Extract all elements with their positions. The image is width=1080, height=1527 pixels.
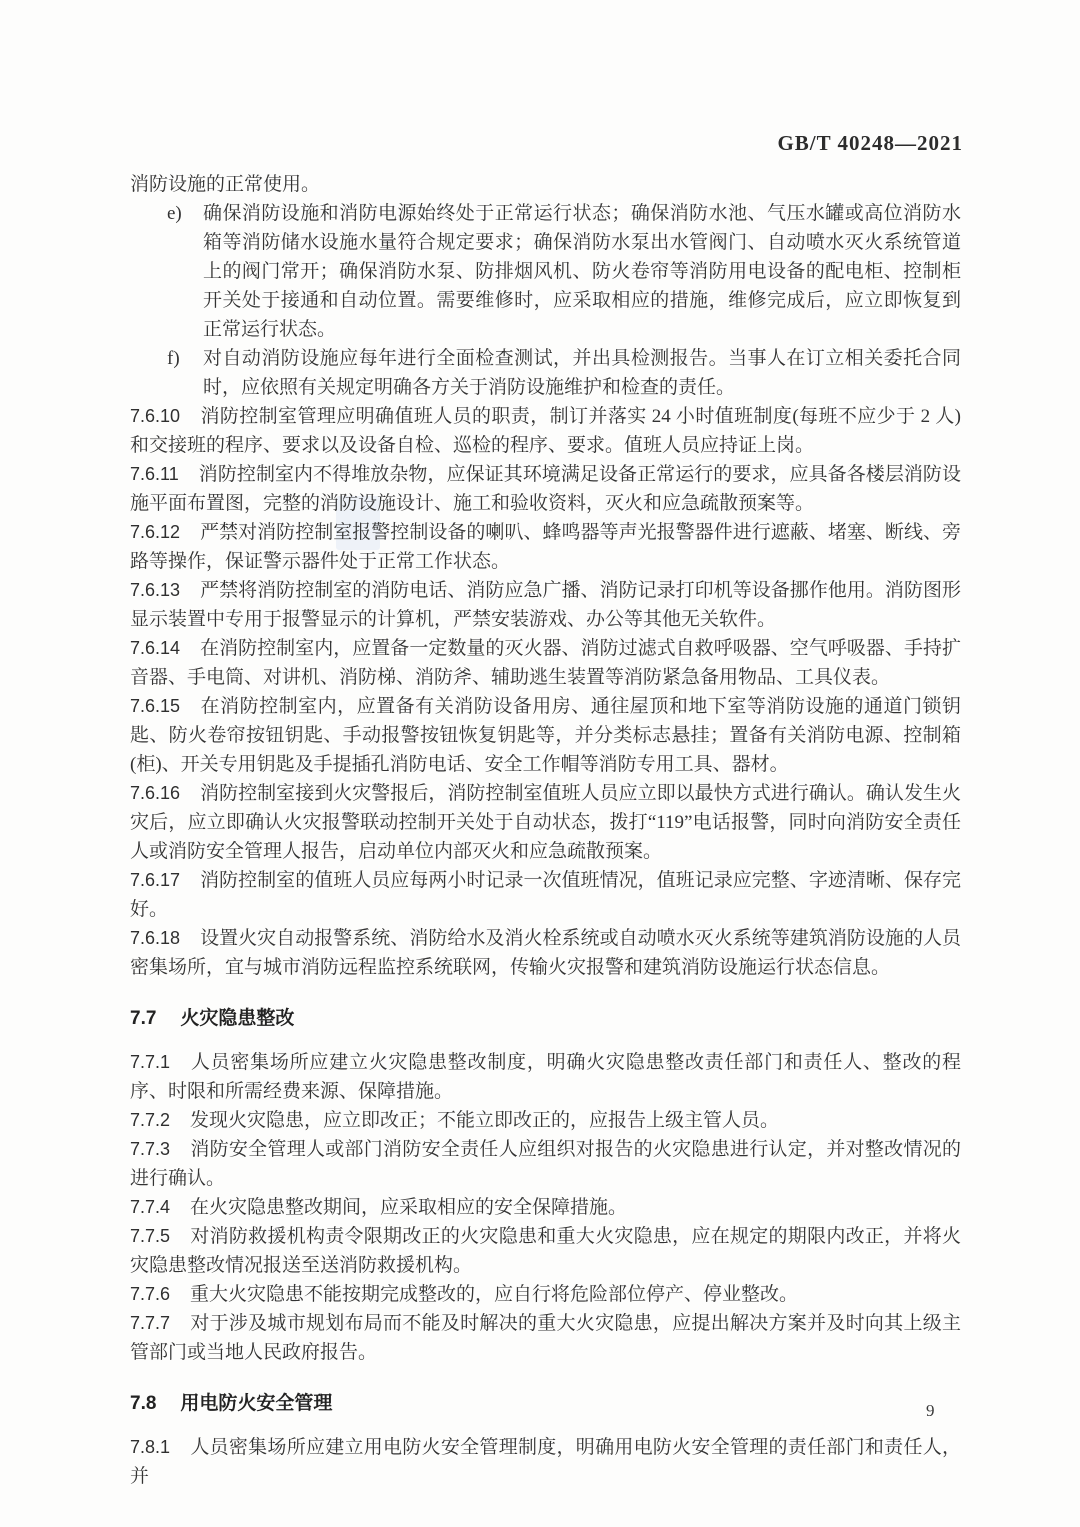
clause-number: 7.7.3 xyxy=(130,1139,171,1159)
clause-number: 7.7.7 xyxy=(130,1313,171,1333)
clause-number: 7.6.18 xyxy=(130,928,181,948)
clause-text: 人员密集场所应建立用电防火安全管理制度，明确用电防火安全管理的责任部门和责任人，并 xyxy=(130,1437,961,1487)
clause-number: 7.6.10 xyxy=(130,406,181,426)
clause-text: 设置火灾自动报警系统、消防给水及消火栓系统或自动喷水灭火系统等建筑消防设施的人员密集场所，宜与城市消防远程监控系统联网，传输火灾报警和建筑消防设施运行状态信息。 xyxy=(130,928,961,978)
list-item-f xyxy=(130,344,961,402)
clause-7-6-14 xyxy=(130,634,961,692)
clause-7-7-1 xyxy=(130,1048,961,1106)
clause-7-7-3 xyxy=(130,1135,961,1193)
list-marker-f: f) xyxy=(167,348,180,369)
clause-text: 对消防救援机构责令限期改正的火灾隐患和重大火灾隐患，应在规定的期限内改正，并将火灾隐患整改情况报送至送消防救援机构。 xyxy=(130,1226,961,1276)
clause-7-6-11 xyxy=(130,460,961,518)
clause-text: 在消防控制室内，应置备有关消防设备用房、通往屋顶和地下室等消防设施的通道门锁钥匙、防火卷帘按钮钥匙、手动报警按钮恢复钥匙等，并分类标志悬挂；置备有关消防电源、控制箱(柜)、开关专用钥匙及手提插孔消防电话、安全工作帽等消防专用工具、器材。 xyxy=(130,696,961,775)
paragraph-continuation: 消防设施的正常使用。 xyxy=(130,174,321,195)
page-content xyxy=(130,170,961,1491)
section-heading-7-7 xyxy=(130,1004,961,1033)
clause-7-7-6 xyxy=(130,1280,961,1309)
clause-7-7-4 xyxy=(130,1193,961,1222)
clause-number: 7.7.1 xyxy=(130,1052,171,1072)
list-marker-e: e) xyxy=(167,203,182,224)
clause-text: 严禁将消防控制室的消防电话、消防应急广播、消防记录打印机等设备挪作他用。消防图形显示装置中专用于报警显示的计算机，严禁安装游戏、办公等其他无关软件。 xyxy=(130,580,961,630)
clause-number: 7.7.5 xyxy=(130,1226,171,1246)
clause-text: 人员密集场所应建立火灾隐患整改制度，明确火灾隐患整改责任部门和责任人、整改的程序、时限和所需经费来源、保障措施。 xyxy=(130,1052,961,1102)
list-text-e: 确保消防设施和消防电源始终处于正常运行状态；确保消防水池、气压水罐或高位消防水箱等消防储水设施水量符合规定要求；确保消防水泵出水管阀门、自动喷水灭火系统管道上的阀门常开；确保消防水泵、防排烟风机、防火卷帘等消防用电设备的配电柜、控制柜开关处于接通和自动位置。需要维修时，应采取相应的措施，维修完成后，应立即恢复到正常运行状态。 xyxy=(203,203,961,340)
clause-7-6-12 xyxy=(130,518,961,576)
clause-7-7-5 xyxy=(130,1222,961,1280)
clause-text: 消防安全管理人或部门消防安全责任人应组织对报告的火灾隐患进行认定，并对整改情况的进行确认。 xyxy=(130,1139,961,1189)
clause-text: 对于涉及城市规划布局而不能及时解决的重大火灾隐患，应提出解决方案并及时向其上级主管部门或当地人民政府报告。 xyxy=(130,1313,961,1363)
clause-7-7-2 xyxy=(130,1106,961,1135)
clause-number: 7.7.6 xyxy=(130,1284,171,1304)
clause-7-6-15 xyxy=(130,692,961,779)
clause-text: 消防控制室内不得堆放杂物，应保证其环境满足设备正常运行的要求，应具备各楼层消防设施平面布置图，完整的消防设施设计、施工和验收资料，灭火和应急疏散预案等。 xyxy=(130,464,961,514)
clause-number: 7.6.17 xyxy=(130,870,181,890)
clause-text: 消防控制室接到火灾警报后，消防控制室值班人员应立即以最快方式进行确认。确认发生火灾后，应立即确认火灾报警联动控制开关处于自动状态，拨打“119”电话报警，同时向消防安全责任人或消防安全管理人报告，启动单位内部灭火和应急疏散预案。 xyxy=(130,783,961,862)
list-text-f: 对自动消防设施应每年进行全面检查测试，并出具检测报告。当事人在订立相关委托合同时，应依照有关规定明确各方关于消防设施维护和检查的责任。 xyxy=(203,348,961,398)
clause-text: 发现火灾隐患，应立即改正；不能立即改正的，应报告上级主管人员。 xyxy=(190,1110,780,1131)
standard-code: GB/T 40248—2021 xyxy=(777,131,963,155)
clause-7-6-18 xyxy=(130,924,961,982)
clause-text: 在消防控制室内，应置备一定数量的灭火器、消防过滤式自救呼吸器、空气呼吸器、手持扩音器、手电筒、对讲机、消防梯、消防斧、辅助逃生装置等消防紧急备用物品、工具仪表。 xyxy=(130,638,961,688)
clause-number: 7.6.13 xyxy=(130,580,181,600)
clause-number: 7.6.12 xyxy=(130,522,181,542)
clause-number: 7.6.14 xyxy=(130,638,181,658)
clause-text: 在火灾隐患整改期间，应采取相应的安全保障措施。 xyxy=(190,1197,628,1218)
clause-number: 7.6.15 xyxy=(130,696,181,716)
clause-7-6-13 xyxy=(130,576,961,634)
section-title: 用电防火安全管理 xyxy=(180,1393,333,1414)
section-title: 火灾隐患整改 xyxy=(180,1008,295,1029)
section-number: 7.8 xyxy=(130,1393,157,1414)
clause-number: 7.8.1 xyxy=(130,1437,171,1457)
clause-number: 7.6.16 xyxy=(130,783,181,803)
clause-7-6-10 xyxy=(130,402,961,460)
clause-text: 严禁对消防控制室报警控制设备的喇叭、蜂鸣器等声光报警器件进行遮蔽、堵塞、断线、旁路等操作，保证警示器件处于正常工作状态。 xyxy=(130,522,961,572)
page-number: 9 xyxy=(926,1401,935,1420)
list-item-e xyxy=(130,199,961,344)
section-number: 7.7 xyxy=(130,1008,157,1029)
clause-7-6-17 xyxy=(130,866,961,924)
clause-text: 消防控制室管理应明确值班人员的职责，制订并落实 24 小时值班制度(每班不应少于 2 人)和交接班的程序、要求以及设备自检、巡检的程序、要求。值班人员应持证上岗。 xyxy=(130,406,961,456)
clause-7-7-7 xyxy=(130,1309,961,1367)
clause-number: 7.7.4 xyxy=(130,1197,171,1217)
clause-number: 7.6.11 xyxy=(130,464,179,484)
clause-number: 7.7.2 xyxy=(130,1110,171,1130)
section-heading-7-8 xyxy=(130,1389,961,1418)
clause-7-6-16 xyxy=(130,779,961,866)
clause-text: 重大火灾隐患不能按期完成整改的，应自行将危险部位停产、停业整改。 xyxy=(190,1284,799,1305)
clause-7-8-1 xyxy=(130,1433,961,1491)
clause-text: 消防控制室的值班人员应每两小时记录一次值班情况，值班记录应完整、字迹清晰、保存完好。 xyxy=(130,870,961,920)
